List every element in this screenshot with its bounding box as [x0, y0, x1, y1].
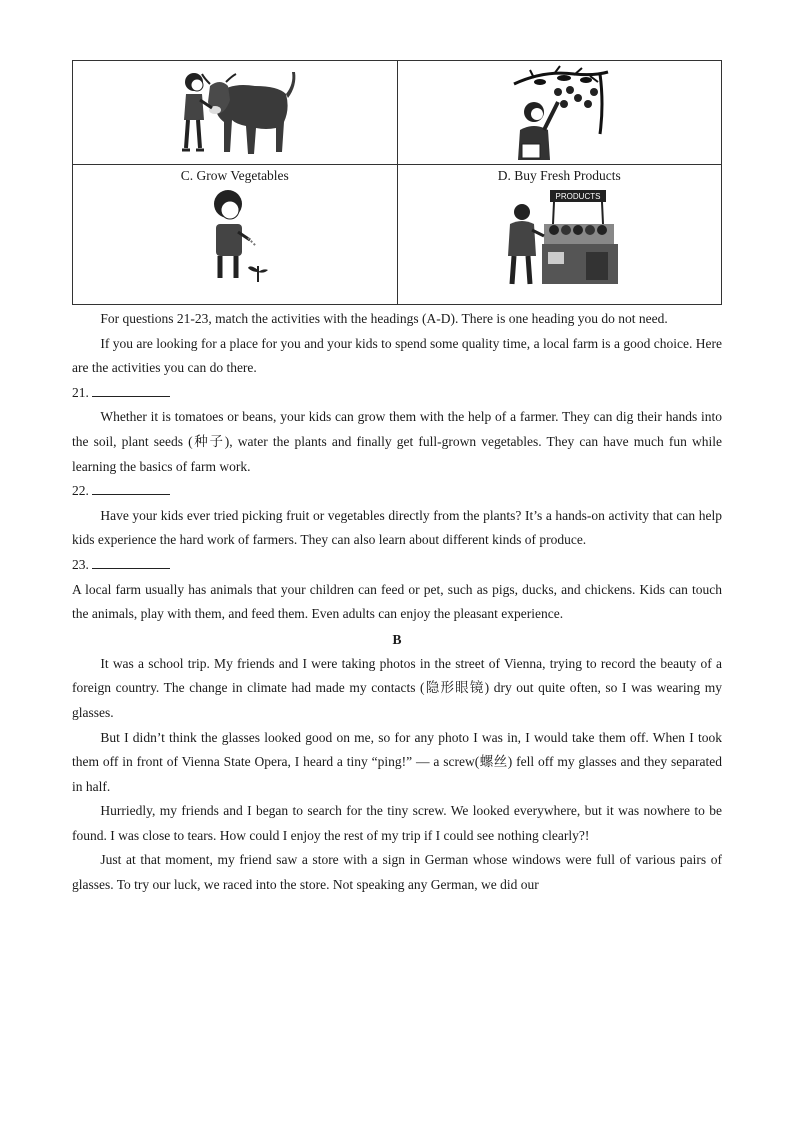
section-b-paragraph-3: Hurriedly, my friends and I began to search for the tiny screw. We looked everywhere, but it was nowhere to be found. I was close to tears. How could I enjoy the rest of my trip if I could see nothing clearly?!	[72, 803, 722, 843]
question-22-number: 22.	[72, 479, 722, 504]
section-b-paragraph-1: It was a school trip. My friends and I were taking photos in the street of Vienna, trying to record the beauty of a foreign country. The change in climate had made my contacts (隐形眼镜) dry out quite often, so I was wearing my glasses.	[72, 655, 722, 720]
section-b-paragraph-2: But I didn’t think the glasses looked good on me, so for any photo I was in, I would take them off. When I took them off in front of Vienna State Opera, I heard a tiny “ping!” — a screw(螺丝) fell off my glasses and they separated in half.	[72, 729, 722, 794]
answer-blank-23[interactable]	[92, 554, 170, 569]
question-21-text: Whether it is tomatoes or beans, your kids can grow them with the help of a farmer. They can dig their hands into the soil, plant seeds (种子), water the plants and finally get full-grown vegetables. They can have much fun while learning the basics of farm work.	[72, 409, 722, 474]
option-c-cell	[73, 165, 398, 305]
option-b-cell	[397, 61, 722, 165]
section-b-paragraph-4: Just at that moment, my friend saw a store with a sign in German whose windows were full of various pairs of glasses. To try our luck, we raced into the store. Not speaking any German, we did our	[72, 852, 722, 893]
option-c-heading: C. Grow Vegetables	[180, 168, 289, 183]
question-23-number: 23.	[72, 553, 722, 578]
question-23-text: A local farm usually has animals that your children can feed or pet, such as pigs, ducks, and chickens. Kids can touch the animals, play with them, and feed them. Even adults can enjoy the pleasant experience.	[72, 581, 722, 622]
girl-feeding-cow-icon	[170, 64, 300, 164]
heading-options-table	[72, 60, 722, 305]
question-22-text: Have your kids ever tried picking fruit or vegetables directly from the plants? It’s a hands-on activity that can help kids experience the hard work of farmers. They can also learn about different kinds of produce.	[72, 507, 722, 548]
intro-paragraph: If you are looking for a place for you and your kids to spend some quality time, a local farm is a good choice. Here are the activities you can do there.	[72, 335, 722, 376]
option-a-cell	[73, 61, 398, 165]
question-21-number: 21.	[72, 381, 722, 406]
woman-picking-fruit-icon	[504, 64, 614, 164]
option-d-cell	[397, 165, 722, 305]
farm-products-stall-icon	[494, 186, 624, 290]
answer-blank-22[interactable]	[92, 480, 170, 495]
section-b-title: B	[392, 631, 402, 647]
stall-sign-text: PRODUCTS	[555, 192, 601, 201]
option-d-heading: D. Buy Fresh Products	[497, 168, 621, 183]
boy-watering-plant-icon	[200, 186, 270, 286]
instructions: For questions 21-23, match the activities with the headings (A-D). There is one heading you do not need.	[100, 311, 668, 326]
worksheet-page	[72, 60, 722, 898]
answer-blank-21[interactable]	[92, 382, 170, 397]
